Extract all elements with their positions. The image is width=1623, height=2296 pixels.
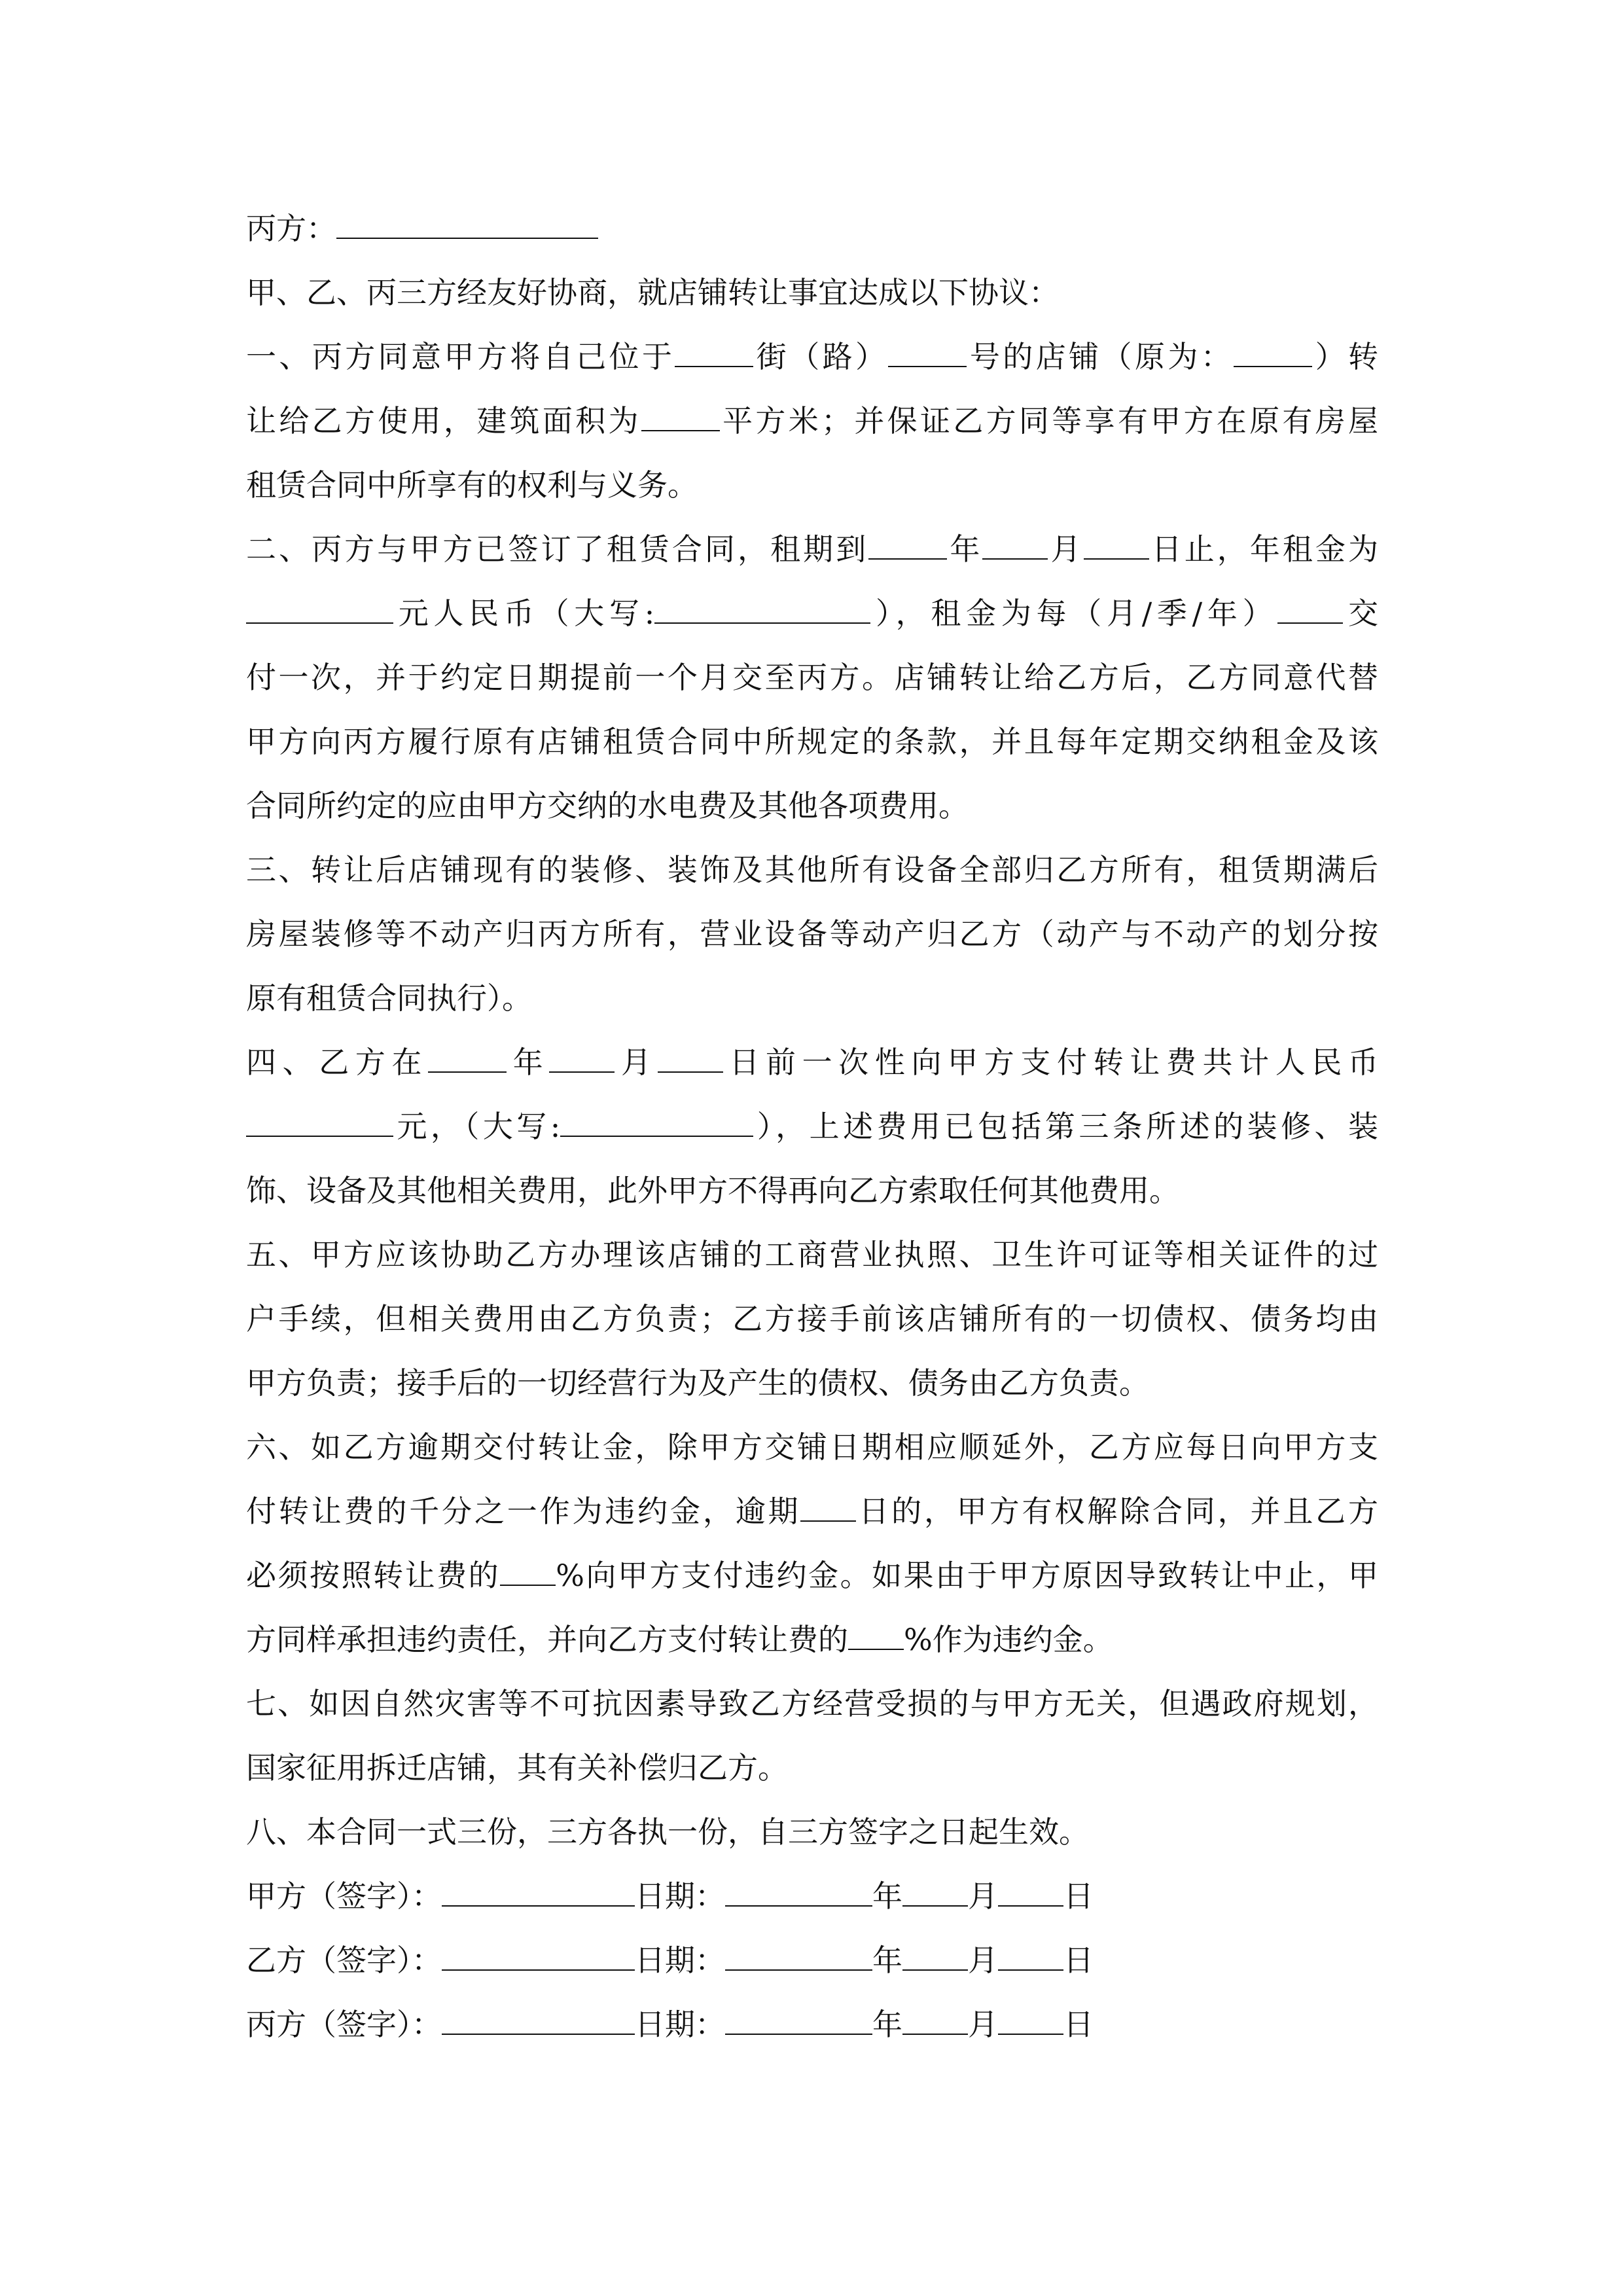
clause4-text: 年 (507, 1045, 550, 1080)
transfer-fee-blank[interactable] (246, 1111, 393, 1137)
clause2-text: 交 (1343, 596, 1379, 631)
clause2-line1 (246, 517, 1378, 581)
day-blank[interactable] (998, 1945, 1063, 1971)
signature-row-a (246, 1864, 1378, 1928)
year-blank[interactable] (725, 1880, 872, 1907)
clause4-line3: 饰、设备及其他相关费用，此外甲方不得再向乙方索取任何其他费用。 (246, 1173, 1179, 1208)
clause7-line2: 国家征用拆迁店铺，其有关补偿归乙方。 (246, 1750, 788, 1785)
clause1-text: ）转 (1312, 339, 1379, 374)
clause6-text: %作为违约金。 (904, 1622, 1113, 1657)
original-use-blank[interactable] (1234, 341, 1312, 367)
clause6-line3 (246, 1543, 1378, 1607)
clause2-text: 元人民币（大写: (393, 596, 655, 631)
month-label: 月 (968, 1943, 998, 1978)
rent-period-blank[interactable] (1277, 598, 1343, 624)
clause4-text: 四、乙方在 (246, 1045, 429, 1080)
clause2-line2 (246, 581, 1378, 645)
signature-party-label: 丙方（签字）： (246, 2007, 442, 2042)
clause5-line3: 甲方负责；接手后的一切经营行为及产生的债权、债务由乙方负责。 (246, 1365, 1149, 1401)
party-c-label: 丙方： (246, 211, 336, 246)
clause6-line1: 六、如乙方逾期交付转让金，除甲方交铺日期相应顺延外，乙方应每日向甲方支 (246, 1429, 1378, 1465)
clause6-line2 (246, 1479, 1378, 1543)
signature-blank[interactable] (442, 1880, 635, 1907)
clause2-text: 日止，年租金为 (1149, 531, 1379, 567)
signature-blank[interactable] (442, 1945, 635, 1971)
clause2-text: ），租金为每（月/季/年） (870, 596, 1278, 631)
area-blank[interactable] (641, 405, 720, 431)
street-blank[interactable] (675, 341, 753, 367)
day-label: 日 (1063, 2007, 1094, 2042)
clause6-text: %向甲方支付违约金。如果由于甲方原因导致转让中止，甲 (556, 1558, 1379, 1593)
year-label: 年 (872, 1943, 902, 1978)
month-label: 月 (968, 1878, 998, 1914)
clause4-text: 日前一次性向甲方支付转让费共计人民币 (722, 1045, 1379, 1080)
signature-party-label: 乙方（签字）： (246, 1943, 442, 1978)
signature-row-b (246, 1928, 1378, 1992)
clause6-text: 必须按照转让费的 (246, 1558, 501, 1593)
party-c-line (246, 196, 1378, 260)
clause1-text: 号的店铺（原为： (967, 339, 1234, 374)
date-label: 日期： (635, 1878, 725, 1914)
clause1-text: 一、丙方同意甲方将自己位于 (246, 339, 675, 374)
day-label: 日 (1063, 1943, 1094, 1978)
clause2-line5: 合同所约定的应由甲方交纳的水电费及其他各项费用。 (246, 788, 969, 823)
intro-line: 甲、乙、丙三方经友好协商，就店铺转让事宜达成以下协议： (246, 275, 1059, 310)
rent-amount-blank[interactable] (246, 598, 393, 624)
penalty-percent-a-blank[interactable] (848, 1624, 904, 1650)
month-blank[interactable] (902, 1880, 968, 1907)
clause1-text: 让给乙方使用，建筑面积为 (246, 403, 641, 439)
lease-month-blank[interactable] (982, 533, 1048, 560)
clause1-line1 (246, 325, 1378, 389)
clause2-line3: 付一次，并于约定日期提前一个月交至丙方。店铺转让给乙方后，乙方同意代替 (246, 660, 1378, 695)
payment-year-blank[interactable] (428, 1047, 507, 1073)
clause5-line1: 五、甲方应该协助乙方办理该店铺的工商营业执照、卫生许可证等相关证件的过 (246, 1237, 1378, 1272)
year-blank[interactable] (725, 2009, 872, 2035)
day-label: 日 (1063, 1878, 1094, 1914)
clause6-text: 日的，甲方有权解除合同，并且乙方 (856, 1494, 1379, 1529)
clause8-line: 八、本合同一式三份，三方各执一份，自三方签字之日起生效。 (246, 1814, 1089, 1850)
clause2-text: 月 (1048, 531, 1084, 567)
clause3-line1: 三、转让后店铺现有的装修、装饰及其他所有设备全部归乙方所有，租赁期满后 (246, 852, 1378, 888)
date-label: 日期： (635, 2007, 725, 2042)
signature-party-label: 甲方（签字）： (246, 1878, 442, 1914)
clause7-line1: 七、如因自然灾害等不可抗因素导致乙方经营受损的与甲方无关，但遇政府规划， (246, 1686, 1378, 1721)
signature-row-c (246, 1992, 1378, 2056)
clause6-line4 (246, 1607, 1378, 1672)
month-blank[interactable] (902, 1945, 968, 1971)
penalty-percent-b-blank[interactable] (500, 1560, 556, 1586)
year-blank[interactable] (725, 1945, 872, 1971)
clause1-text: 街（路） (753, 339, 889, 374)
transfer-fee-words-blank[interactable] (560, 1111, 753, 1137)
clause6-text: 付转让费的千分之一作为违约金，逾期 (246, 1494, 801, 1529)
payment-month-blank[interactable] (549, 1047, 615, 1073)
clause4-text: 月 (615, 1045, 658, 1080)
clause1-line2 (246, 389, 1378, 453)
year-label: 年 (872, 2007, 902, 2042)
clause4-line1 (246, 1030, 1378, 1094)
clause4-text: ），上述费用已包括第三条所述的装修、装 (753, 1109, 1379, 1144)
day-blank[interactable] (998, 1880, 1063, 1907)
clause3-line2: 房屋装修等不动产归丙方所有，营业设备等动产归乙方（动产与不动产的划分按 (246, 916, 1378, 952)
signature-blank[interactable] (442, 2009, 635, 2035)
clause2-line4: 甲方向丙方履行原有店铺租赁合同中所规定的条款，并且每年定期交纳租金及该 (246, 724, 1378, 759)
month-label: 月 (968, 2007, 998, 2042)
clause3-line3: 原有租赁合同执行）。 (246, 980, 532, 1016)
overdue-days-blank[interactable] (800, 1496, 856, 1522)
rent-amount-words-blank[interactable] (654, 598, 870, 624)
contract-page (246, 196, 1378, 2056)
year-label: 年 (872, 1878, 902, 1914)
clause6-text: 方同样承担违约责任，并向乙方支付转让费的 (246, 1622, 848, 1657)
day-blank[interactable] (998, 2009, 1063, 2035)
clause5-line2: 户手续，但相关费用由乙方负责；乙方接手前该店铺所有的一切债权、债务均由 (246, 1301, 1378, 1336)
date-label: 日期： (635, 1943, 725, 1978)
lease-day-blank[interactable] (1084, 533, 1149, 560)
month-blank[interactable] (902, 2009, 968, 2035)
lease-year-blank[interactable] (868, 533, 947, 560)
clause2-text: 年 (947, 531, 983, 567)
clause1-text: 平方米；并保证乙方同等享有甲方在原有房屋 (719, 403, 1378, 439)
payment-day-blank[interactable] (658, 1047, 723, 1073)
clause4-line2 (246, 1094, 1378, 1158)
clause1-line3: 租赁合同中所享有的权利与义务。 (246, 467, 698, 503)
number-blank[interactable] (888, 341, 967, 367)
clause2-text: 二、丙方与甲方已签订了租赁合同，租期到 (246, 531, 869, 567)
party-c-blank[interactable] (336, 213, 598, 239)
clause4-text: 元，（大写: (393, 1109, 561, 1144)
